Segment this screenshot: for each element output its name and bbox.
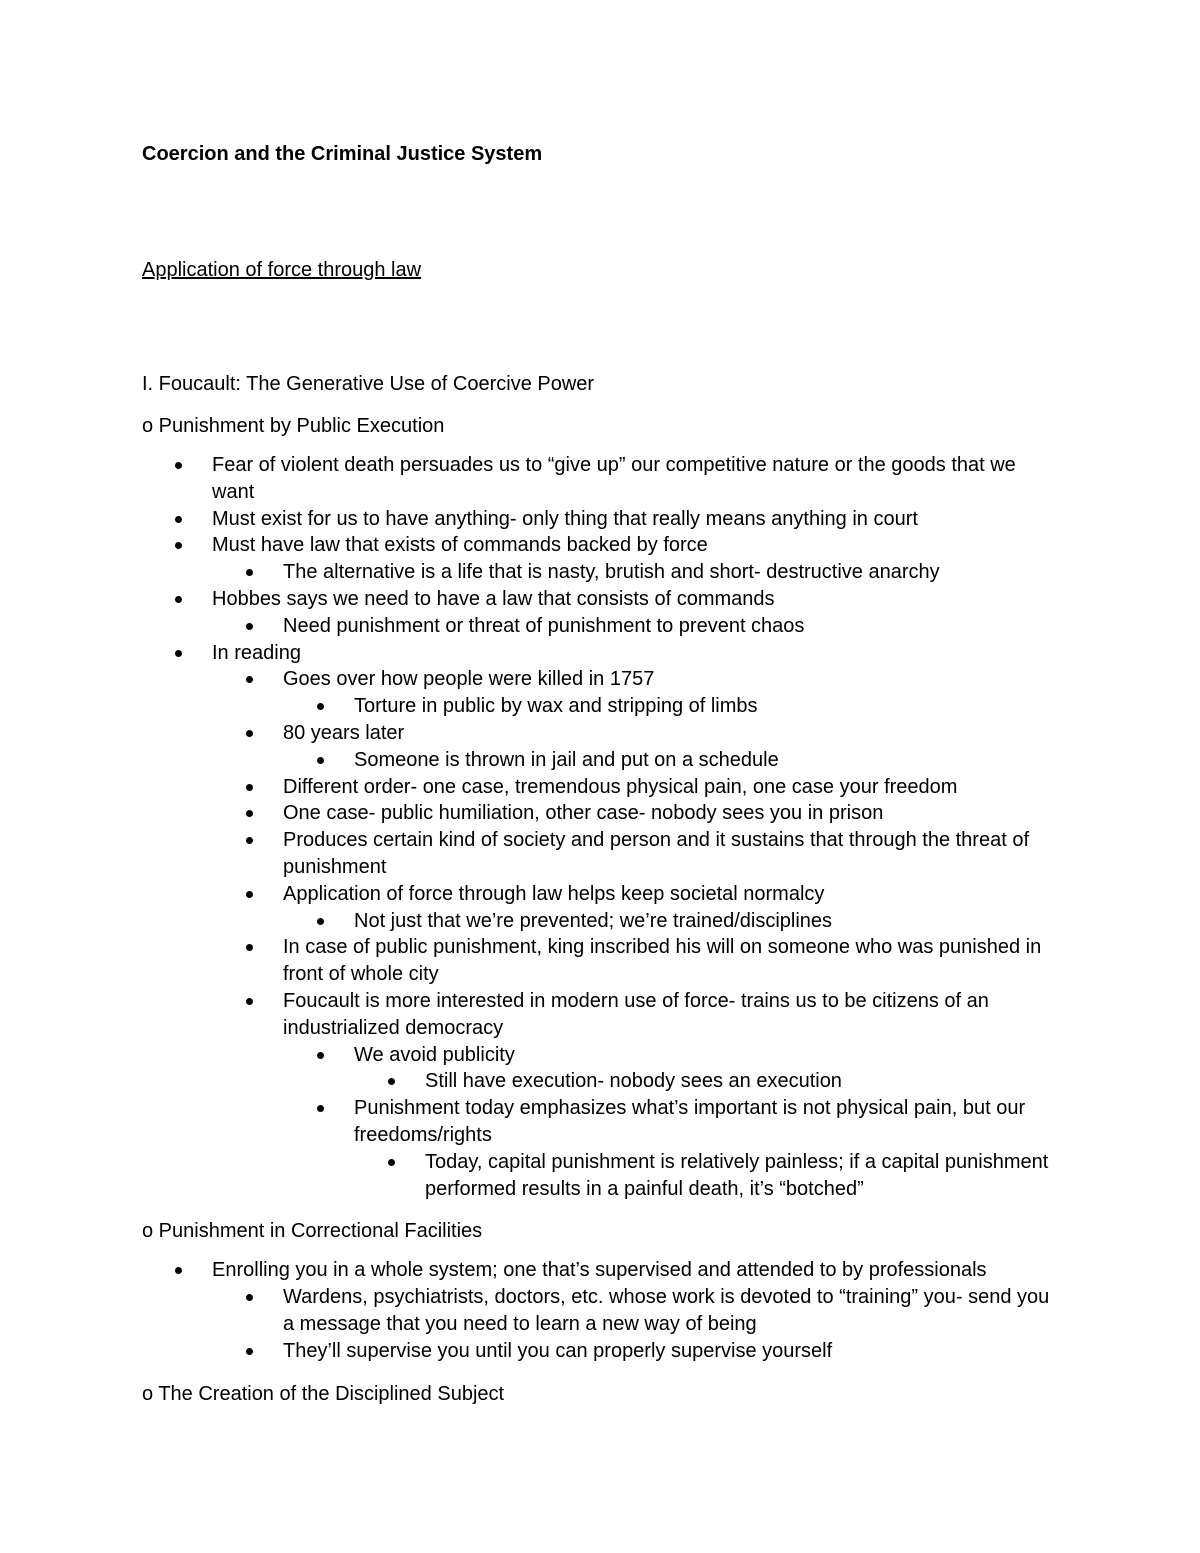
list-item: [213, 666, 1062, 693]
bullet-icon: [317, 703, 324, 710]
document-subtitle: Application of force through law: [142, 259, 422, 281]
list-item-text: Torture in public by wax and stripping of limbs: [354, 695, 758, 718]
list-item: [213, 988, 1062, 1042]
bullet-icon: [246, 1294, 253, 1301]
list-item: [213, 800, 1062, 827]
list-item-text: Wardens, psychiatrists, doctors, etc. whose work is devoted to “training” you- send you a message that you need to learn a new way of being: [283, 1286, 1050, 1335]
list-item: [213, 1284, 1062, 1338]
list-item: [213, 613, 1062, 640]
list-item-text: We avoid publicity: [354, 1043, 515, 1066]
list-item-text: Application of force through law helps keep societal normalcy: [283, 882, 825, 905]
list-item: [213, 1338, 1062, 1365]
subsection-heading: o The Creation of the Disciplined Subject: [142, 1382, 505, 1405]
list-item: [142, 1257, 1062, 1284]
list-item-text: In reading: [212, 641, 301, 664]
list-item: [213, 934, 1062, 988]
bullet-icon: [246, 891, 253, 898]
list-item-text: Fear of violent death persuades us to “give up” our competitive nature or the goods that we want: [212, 454, 1016, 503]
list-item-text: Not just that we’re prevented; we’re trained/disciplines: [354, 909, 833, 932]
bullet-icon: [246, 676, 253, 683]
bullet-icon: [175, 1267, 182, 1274]
list-item: [284, 747, 1062, 774]
subsections-container: [142, 410, 1062, 1410]
subsection-heading: o Punishment by Public Execution: [142, 415, 445, 437]
bullet-icon: [317, 1105, 324, 1112]
bullet-icon: [246, 730, 253, 737]
list-item: [284, 908, 1062, 935]
list-item: [213, 827, 1062, 881]
list-item-text: Still have execution- nobody sees an execution: [425, 1070, 842, 1093]
list-item-text: The alternative is a life that is nasty, brutish and short- destructive anarchy: [283, 561, 940, 584]
list-item: [213, 720, 1062, 747]
list-item: [142, 586, 1062, 613]
bullet-icon: [175, 542, 182, 549]
list-item-text: Foucault is more interested in modern use of force- trains us to be citizens of an industrialized democracy: [283, 989, 989, 1039]
list-item-text: Someone is thrown in jail and put on a schedule: [354, 748, 779, 771]
list-item-text: Need punishment or threat of punishment to prevent chaos: [283, 614, 805, 637]
list-item-text: Punishment today emphasizes what’s important is not physical pain, but our freedoms/rights: [354, 1097, 1026, 1146]
list-item: [213, 559, 1062, 586]
list-item-text: Hobbes says we need to have a law that consists of commands: [212, 587, 775, 610]
list-item: [284, 1042, 1062, 1069]
list-item-text: Different order- one case, tremendous physical pain, one case your freedom: [283, 775, 958, 798]
section-heading: I. Foucault: The Generative Use of Coercive Power: [142, 373, 595, 395]
list-item-text: One case- public humiliation, other case- nobody sees you in prison: [283, 802, 884, 825]
list-item-text: Must have law that exists of commands backed by force: [212, 534, 708, 557]
list-item-text: Today, capital punishment is relatively painless; if a capital punishment performed results in a painful death, it’s “botched”: [425, 1150, 1049, 1200]
subsection-heading: o Punishment in Correctional Facilities: [142, 1220, 483, 1243]
bullet-icon: [317, 1052, 324, 1059]
document-page: [142, 138, 1062, 1410]
bullet-icon: [175, 462, 182, 469]
bullet-icon: [388, 1078, 395, 1085]
list-item: [142, 532, 1062, 559]
bullet-icon: [246, 1348, 253, 1355]
bullet-icon: [175, 650, 182, 657]
bullet-list: [142, 452, 1062, 1202]
bullet-icon: [246, 623, 253, 630]
list-item: [355, 1149, 1062, 1203]
list-item: [284, 693, 1062, 720]
list-item-text: Produces certain kind of society and person and it sustains that through the threat of punishment: [283, 829, 1030, 878]
list-item-text: They’ll supervise you until you can properly supervise yourself: [283, 1339, 833, 1362]
bullet-icon: [246, 810, 253, 817]
list-item: [142, 506, 1062, 533]
bullet-icon: [175, 596, 182, 603]
bullet-icon: [246, 944, 253, 951]
list-item: [142, 452, 1062, 506]
bullet-icon: [246, 998, 253, 1005]
document-title: Coercion and the Criminal Justice System: [142, 143, 543, 165]
list-item-text: Must exist for us to have anything- only thing that really means anything in court: [212, 507, 918, 530]
bullet-icon: [246, 569, 253, 576]
list-item: [355, 1068, 1062, 1095]
bullet-icon: [317, 918, 324, 925]
list-item-text: 80 years later: [283, 721, 405, 744]
list-item-text: In case of public punishment, king inscribed his will on someone who was punished in front of whole city: [283, 936, 1042, 986]
list-item: [284, 1095, 1062, 1149]
bullet-icon: [246, 784, 253, 791]
list-item: [213, 774, 1062, 801]
bullet-icon: [175, 516, 182, 523]
list-item: [142, 640, 1062, 667]
bullet-icon: [388, 1159, 395, 1166]
bullet-icon: [317, 757, 324, 764]
list-item: [213, 881, 1062, 908]
bullet-icon: [246, 837, 253, 844]
list-item-text: Enrolling you in a whole system; one that’s supervised and attended to by professionals: [212, 1259, 987, 1282]
list-item-text: Goes over how people were killed in 1757: [283, 668, 655, 691]
bullet-list: [142, 1257, 1062, 1364]
